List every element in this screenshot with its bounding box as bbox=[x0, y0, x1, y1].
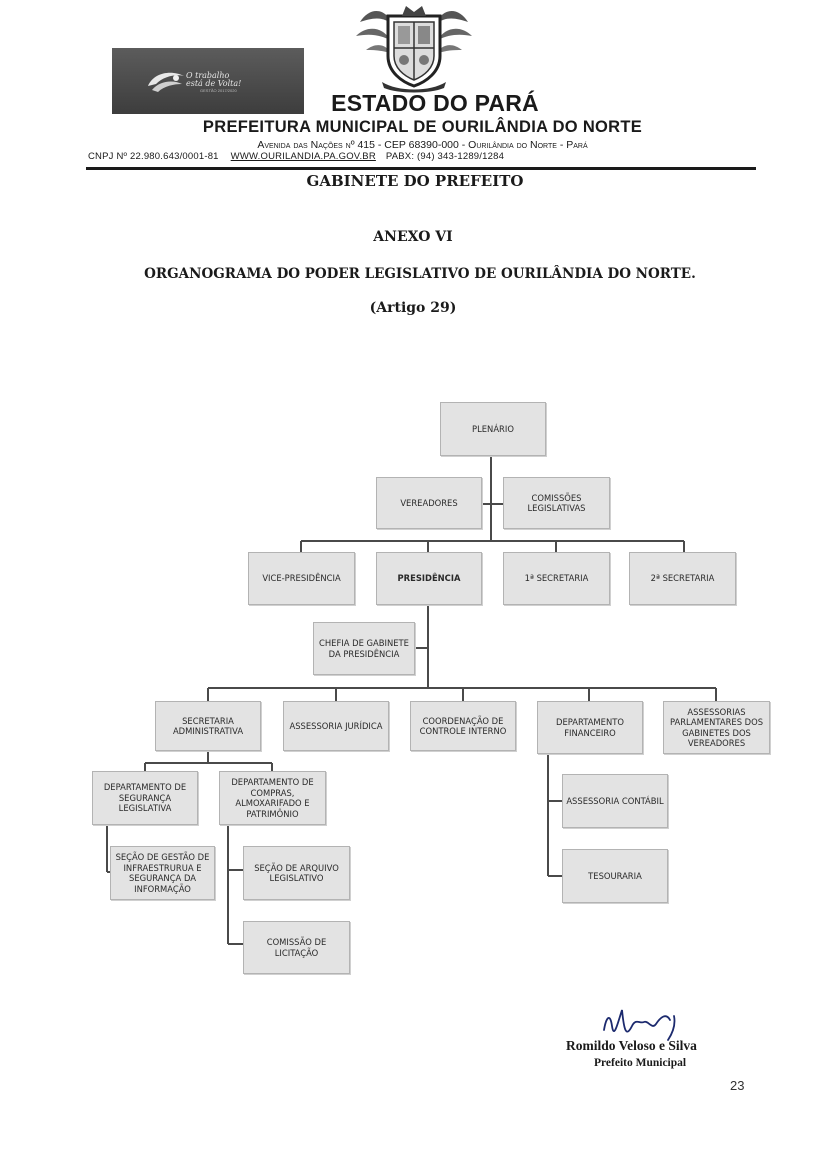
org-box-chefia-gabinete: CHEFIA DE GABINETE DA PRESIDÊNCIA bbox=[313, 622, 415, 675]
org-box-departamento-financeiro: DEPARTAMENTO FINANCEIRO bbox=[537, 701, 643, 754]
prefeitura-name: PREFEITURA MUNICIPAL DE OURILÂNDIA DO NORTE bbox=[202, 118, 643, 136]
page-number: 23 bbox=[730, 1078, 745, 1093]
article-reference: (Artigo 29) bbox=[369, 300, 457, 316]
org-box-secretaria-administrativa: SECRETARIA ADMINISTRATIVA bbox=[155, 701, 261, 751]
address-line: Avenida das Nações nº 415 - CEP 68390-000 - Ourilândia do Norte - Pará bbox=[257, 139, 588, 151]
website-link[interactable]: WWW.OURILANDIA.PA.GOV.BR bbox=[230, 151, 376, 162]
annex-title: ANEXO VI bbox=[373, 229, 453, 245]
org-box-assessorias-parlamentares: ASSESSORIAS PARLAMENTARES DOS GABINETES DOS VEREADORES bbox=[663, 701, 770, 754]
banner-tagline: GESTÃO 2017/2020 bbox=[200, 88, 237, 93]
org-box-secao-infraestrutura: SEÇÃO DE GESTÃO DE INFRAESTRURUA E SEGURANÇA DA INFORMAÇÃO bbox=[110, 846, 215, 900]
org-box-comissoes-legislativas: COMISSÕES LEGISLATIVAS bbox=[503, 477, 610, 529]
org-box-assessoria-contabil: ASSESSORIA CONTÁBIL bbox=[562, 774, 668, 828]
org-box-2a-secretaria: 2ª SECRETARIA bbox=[629, 552, 736, 605]
org-box-tesouraria: TESOURARIA bbox=[562, 849, 668, 903]
cnpj: CNPJ Nº 22.980.643/0001-81 bbox=[88, 151, 219, 162]
pabx-phone: PABX: (94) 343-1289/1284 bbox=[385, 151, 505, 162]
org-box-presidencia: PRESIDÊNCIA bbox=[376, 552, 482, 605]
org-box-1a-secretaria: 1ª SECRETARIA bbox=[503, 552, 610, 605]
org-box-assessoria-juridica: ASSESSORIA JURÍDICA bbox=[283, 701, 389, 751]
signatory-role: Prefeito Municipal bbox=[594, 1057, 687, 1069]
org-box-controle-interno: COORDENAÇÃO DE CONTROLE INTERNO bbox=[410, 701, 516, 751]
org-box-vice-presidencia: VICE-PRESIDÊNCIA bbox=[248, 552, 355, 605]
org-box-vereadores: VEREADORES bbox=[376, 477, 482, 529]
signatory-name: Romildo Veloso e Silva bbox=[566, 1038, 697, 1053]
banner-slogan: O trabalho está de Volta! bbox=[186, 71, 242, 88]
org-box-plenario: PLENÁRIO bbox=[440, 402, 546, 456]
org-box-comissao-licitacao: COMISSÃO DE LICITAÇÃO bbox=[243, 921, 350, 974]
org-box-departamento-compras: DEPARTAMENTO DE COMPRAS, ALMOXARIFADO E PATRIMÔNIO bbox=[219, 771, 326, 825]
state-name: ESTADO DO PARÁ bbox=[331, 90, 539, 116]
org-box-departamento-seguranca: DEPARTAMENTO DE SEGURANÇA LEGISLATIVA bbox=[92, 771, 198, 825]
gabinete-title: GABINETE DO PREFEITO bbox=[306, 172, 524, 190]
organogram-title: ORGANOGRAMA DO PODER LEGISLATIVO DE OURILÂNDIA DO NORTE. bbox=[144, 266, 696, 282]
org-box-secao-arquivo: SEÇÃO DE ARQUIVO LEGISLATIVO bbox=[243, 846, 350, 900]
